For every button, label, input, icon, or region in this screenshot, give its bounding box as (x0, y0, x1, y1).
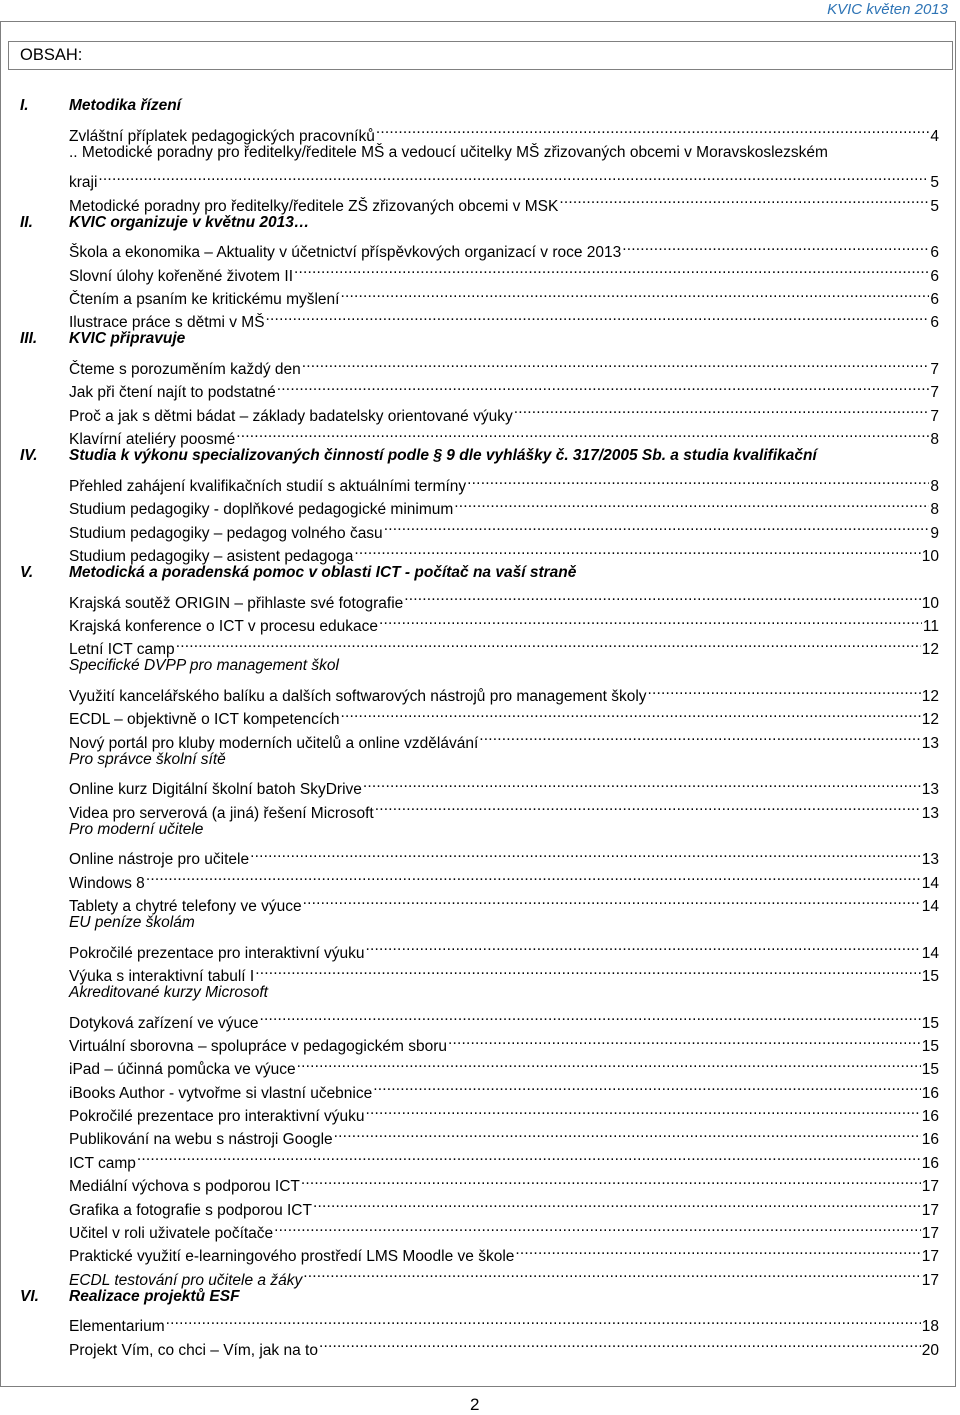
toc-entry-label: Grafika a fotografie s podporou ICT (69, 1201, 312, 1219)
toc-entry[interactable] (0, 187, 960, 215)
toc-entry[interactable] (0, 911, 960, 934)
toc-entry-label: Jak při čtení najít to podstatné (69, 384, 276, 402)
toc-subheading: Pro moderní učitele (69, 820, 204, 838)
toc-entry-label: Přehled zahájení kvalifikačních studií s aktuálními termíny (69, 477, 467, 495)
toc-entry[interactable] (0, 397, 960, 425)
title-band (8, 41, 953, 70)
toc-entry-label: Škola a ekonomika – Aktuality v účetnictví příspěvkových organizací v roce 2013 (69, 244, 622, 262)
toc-page-number: 13 (921, 804, 939, 822)
toc-section-heading[interactable] (0, 561, 960, 584)
dot-leader (366, 1098, 921, 1121)
section-heading: Studia k výkonu specializovaných činností podle § 9 dle vyhlášky č. 317/2005 Sb. a studia kvalifikační (69, 447, 817, 465)
toc-entry-label: ECDL – objektivně o ICT kompetencích (69, 711, 340, 729)
dot-leader (303, 1261, 921, 1284)
toc-entry-label: Videa pro serverová (a jiná) řešení Microsoft (69, 804, 374, 822)
toc-page-number: 15 (921, 1014, 939, 1032)
dot-leader (622, 234, 929, 257)
toc-entry[interactable] (0, 164, 960, 192)
toc-entry-label: Krajská konference o ICT v procesu edukace (69, 617, 379, 635)
section-heading: KVIC organizuje v květnu 2013… (69, 213, 310, 231)
dot-leader (363, 771, 921, 794)
toc-entry[interactable] (0, 491, 960, 519)
toc-entry-label: Ilustrace práce s dětmi v MŠ (69, 314, 265, 332)
dot-leader (260, 1004, 921, 1027)
dot-leader (137, 1144, 921, 1167)
toc-entry-label: Pokročilé prezentace pro interaktivní výuku (69, 1108, 365, 1126)
toc-entry[interactable] (0, 514, 960, 542)
dot-leader (266, 304, 930, 327)
toc-entry-label: Pokročilé prezentace pro interaktivní výuku (69, 944, 365, 962)
dot-leader (166, 1308, 921, 1331)
toc-entry[interactable] (0, 794, 960, 822)
toc-entry[interactable] (0, 771, 960, 799)
toc-entry-label: Studium pedagogiky - doplňkové pedagogické minimum (69, 501, 454, 519)
toc-entry[interactable] (0, 281, 960, 309)
toc-page-number: 15 (921, 968, 939, 986)
toc-entry[interactable] (0, 958, 960, 986)
toc-entry-label: Využití kancelářského balíku a dalších softwarových nástrojů pro management školy (69, 687, 647, 705)
dot-leader (146, 864, 921, 887)
toc-entry-label: .. Metodické poradny pro ředitelky/ředitele MŠ a vedoucí učitelky MŠ zřizovaných obcemi v Moravskoslezském (69, 143, 828, 161)
toc-page-number: 8 (930, 431, 939, 449)
dot-leader (297, 1051, 921, 1074)
toc-entry[interactable] (0, 584, 960, 612)
dot-leader (250, 841, 921, 864)
toc-entry[interactable] (0, 841, 960, 869)
toc-page-number: 8 (930, 501, 939, 519)
toc-entry[interactable] (0, 888, 960, 916)
page-number: 2 (470, 1395, 480, 1414)
toc-page-number: 16 (921, 1131, 939, 1149)
toc-entry[interactable] (0, 257, 960, 285)
toc-entry[interactable] (0, 1261, 960, 1289)
toc-page-number: 16 (921, 1084, 939, 1102)
dot-leader (375, 794, 921, 817)
toc-page-number: 14 (921, 898, 939, 916)
toc-entry-label: Metodické poradny pro ředitelky/ředitele ZŠ zřizovaných obcemi v MSK (69, 197, 559, 215)
toc-entry[interactable] (0, 234, 960, 262)
toc-entry-label: iPad – účinná pomůcka ve výuce (69, 1061, 296, 1079)
toc-page-number: 16 (921, 1108, 939, 1126)
dot-leader (294, 257, 929, 280)
toc-page-number: 6 (930, 291, 939, 309)
toc-page-number: 12 (921, 687, 939, 705)
toc-entry-label: Tablety a chytré telefony ve výuce (69, 898, 302, 916)
toc-entry[interactable] (0, 468, 960, 495)
section-number: II. (20, 213, 33, 231)
toc-entry[interactable] (0, 1144, 960, 1172)
toc-page-number: 17 (921, 1248, 939, 1266)
toc-entry[interactable] (0, 304, 960, 332)
toc-page-number: 15 (921, 1038, 939, 1056)
running-header: KVIC květen 2013 (827, 1, 948, 18)
toc-entry-label: Mediální výchova s podporou ICT (69, 1178, 300, 1196)
toc-entry-label: Výuka s interaktivní tabulí I (69, 968, 255, 986)
toc-entry[interactable] (0, 701, 960, 729)
toc-entry-label: Praktické využití e-learningového prostředí LMS Moodle ve škole (69, 1248, 515, 1266)
toc-page-number: 8 (930, 477, 939, 495)
toc-entry[interactable] (0, 608, 960, 635)
toc-entry[interactable] (0, 748, 960, 771)
dot-leader (467, 468, 929, 491)
toc-entry-label: Studium pedagogiky – asistent pedagoga (69, 547, 354, 565)
dot-leader (454, 491, 929, 514)
toc-section-heading[interactable] (0, 1285, 960, 1308)
toc-page-number: 18 (921, 1318, 939, 1336)
toc-page-number: 20 (921, 1341, 939, 1359)
toc-entry[interactable] (0, 1238, 960, 1266)
toc-entry[interactable] (0, 1074, 960, 1102)
toc-entry-label: iBooks Author - vytvořme si vlastní učebnice (69, 1084, 373, 1102)
toc-entry[interactable] (0, 1051, 960, 1079)
toc-section-heading[interactable] (0, 94, 960, 117)
toc-entry-label: Letní ICT camp (69, 641, 175, 659)
section-heading: Metodická a poradenská pomoc v oblasti ICT - počítač na vaší straně (69, 563, 577, 581)
toc-entry-label: Publikování na webu s nástroji Google (69, 1131, 333, 1149)
toc-entry-label: Elementarium (69, 1318, 165, 1336)
toc-page-number: 4 (930, 127, 939, 145)
toc-page-number: 17 (921, 1271, 939, 1289)
toc-page-number: 6 (930, 267, 939, 285)
section-number: VI. (20, 1287, 39, 1305)
toc-entry-label: kraji (69, 174, 98, 192)
toc-entry-label: Windows 8 (69, 874, 145, 892)
dot-leader (404, 584, 920, 607)
toc-page-number: 12 (921, 711, 939, 729)
toc-entry[interactable] (0, 678, 960, 705)
toc-page-number: 5 (930, 197, 939, 215)
dot-leader (302, 351, 930, 374)
toc-entry-label: ICT camp (69, 1154, 136, 1172)
toc-page-number: 7 (930, 361, 939, 379)
toc-entry[interactable] (0, 1191, 960, 1219)
toc-section-heading[interactable] (0, 211, 960, 234)
dot-leader (514, 397, 930, 420)
dot-leader (379, 608, 922, 631)
toc-page-number: 13 (921, 781, 939, 799)
toc-entry[interactable] (0, 724, 960, 752)
toc-page-number: 7 (930, 384, 939, 402)
toc-subheading: Specifické DVPP pro management škol (69, 657, 339, 675)
toc-section-heading[interactable] (0, 327, 960, 350)
dot-leader (334, 1121, 921, 1144)
section-number: III. (20, 330, 38, 348)
toc-entry[interactable] (0, 1331, 960, 1359)
toc-entry[interactable] (0, 421, 960, 449)
section-number: IV. (20, 447, 38, 465)
toc-entry[interactable] (0, 934, 960, 962)
toc-page-number: 5 (930, 174, 939, 192)
dot-leader (376, 117, 930, 140)
toc-entry[interactable] (0, 981, 960, 1004)
toc-page-number: 11 (922, 617, 939, 635)
dot-leader (236, 421, 929, 444)
toc-page-number: 16 (921, 1154, 939, 1172)
dot-leader (366, 934, 921, 957)
toc-entry-label: Učitel v roli uživatele počítače (69, 1224, 274, 1242)
dot-leader (340, 281, 929, 304)
toc-entry-label: Čtením a psaním ke kritickému myšlení (69, 291, 340, 309)
dot-leader (515, 1238, 920, 1261)
toc-subheading: Pro správce školní sítě (69, 750, 226, 768)
toc-page-number: 6 (930, 314, 939, 332)
toc-entry-label: Krajská soutěž ORIGIN – přihlaste své fotografie (69, 594, 404, 612)
dot-leader (176, 631, 921, 654)
toc-entry[interactable] (0, 374, 960, 402)
toc-entry-label: Virtuální sborovna – spolupráce v pedagogickém sboru (69, 1038, 447, 1056)
toc-entry[interactable] (0, 1121, 960, 1149)
section-number: V. (20, 563, 34, 581)
toc-page-number: 17 (921, 1178, 939, 1196)
dot-leader (319, 1331, 921, 1354)
toc-subheading: EU peníze školám (69, 914, 195, 932)
toc-title: OBSAH: (20, 46, 83, 64)
toc-entry[interactable] (0, 1004, 960, 1032)
toc-page-number: 7 (930, 407, 939, 425)
toc-entry[interactable] (0, 1215, 960, 1242)
dot-leader (303, 888, 921, 911)
toc-entry-label: Čteme s porozuměním každý den (69, 361, 301, 379)
section-number: I. (20, 97, 29, 114)
toc-page-number: 12 (921, 641, 939, 659)
toc-entry-label: Online nástroje pro učitele (69, 851, 250, 869)
dot-leader (479, 724, 920, 747)
toc-page-number: 10 (921, 594, 939, 612)
toc-entry-label: Projekt Vím, co chci – Vím, jak na to (69, 1341, 318, 1359)
toc-entry-label: Nový portál pro kluby moderních učitelů a online vzdělávání (69, 734, 479, 752)
dot-leader (277, 374, 930, 397)
dot-leader (301, 1168, 921, 1191)
toc-page-number: 10 (921, 547, 939, 565)
dot-leader (448, 1028, 921, 1051)
toc-page-number: 14 (921, 874, 939, 892)
dot-leader (354, 538, 920, 561)
toc-entry[interactable] (0, 631, 960, 659)
dot-leader (373, 1074, 921, 1097)
toc-entry[interactable] (0, 818, 960, 841)
dot-leader (559, 187, 929, 210)
dot-leader (341, 701, 921, 724)
toc-entry[interactable] (0, 351, 960, 379)
toc-entry-label: Klavírní ateliéry poosmé (69, 431, 236, 449)
table-of-contents (0, 94, 960, 1359)
dot-leader (274, 1215, 921, 1238)
dot-leader (384, 514, 930, 537)
toc-page-number: 13 (921, 734, 939, 752)
toc-entry-label: Dotyková zařízení ve výuce (69, 1014, 259, 1032)
dot-leader (255, 958, 921, 981)
toc-subheading: Akreditované kurzy Microsoft (69, 984, 268, 1002)
toc-entry[interactable] (0, 1308, 960, 1336)
dot-leader (648, 678, 921, 701)
toc-page-number: 17 (921, 1201, 939, 1219)
toc-page-number: 15 (921, 1061, 939, 1079)
dot-leader (98, 164, 929, 187)
dot-leader (313, 1191, 921, 1214)
toc-entry-label: Zvláštní příplatek pedagogických pracovníků (69, 127, 375, 145)
toc-entry-label: Online kurz Digitální školní batoh SkyDrive (69, 781, 362, 799)
toc-entry[interactable] (0, 1098, 960, 1126)
toc-entry[interactable] (0, 538, 960, 565)
toc-page-number: 9 (930, 524, 939, 542)
toc-entry[interactable] (0, 1168, 960, 1196)
toc-entry-label: Slovní úlohy kořeněné životem II (69, 267, 294, 285)
toc-entry[interactable] (0, 117, 960, 145)
toc-entry[interactable] (0, 1028, 960, 1056)
toc-section-heading[interactable] (0, 444, 960, 467)
toc-entry-label: Studium pedagogiky – pedagog volného času (69, 524, 383, 542)
toc-entry[interactable] (0, 864, 960, 892)
section-heading: Metodika řízení (69, 97, 181, 114)
toc-entry[interactable] (0, 141, 960, 164)
toc-entry[interactable] (0, 654, 960, 677)
toc-entry-label: Proč a jak s dětmi bádat – základy badatelsky orientované výuky (69, 407, 513, 425)
toc-page-number: 6 (930, 244, 939, 262)
toc-page-number: 17 (921, 1224, 939, 1242)
toc-entry-label: ECDL testování pro učitele a žáky (69, 1271, 303, 1289)
section-heading: Realizace projektů ESF (69, 1287, 240, 1305)
toc-page-number: 14 (921, 944, 939, 962)
toc-page-number: 13 (921, 851, 939, 869)
section-heading: KVIC připravuje (69, 330, 186, 348)
